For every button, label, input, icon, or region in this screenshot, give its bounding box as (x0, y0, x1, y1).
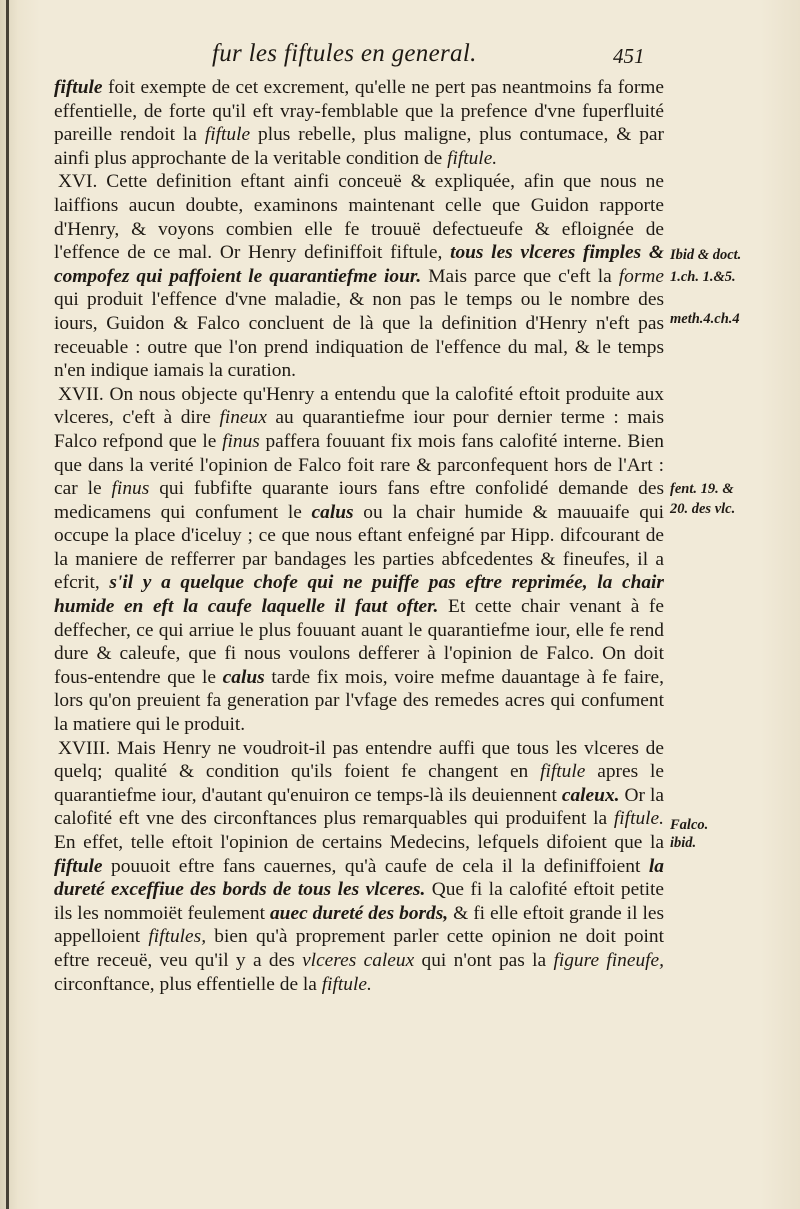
text-run: XVII. On nous objecte qu'Henry a entendu que la calofité eftoit produite aux vlceres, c'eft à dire (54, 383, 664, 429)
margin-note-chapter-ref: 1.ch. 1.&5. (670, 269, 736, 285)
text-run: qui fubfifte quarante iours fans eftre confolidé demande des medicamens qui confument le (54, 478, 665, 523)
margin-note-falco: Falco. (670, 817, 709, 833)
text-run: foit exempte de cet excrement, qu'elle ne pert pas neantmoins fa forme effentielle, de forte qu'il eft vray-femblable que la prefence d'vne fuperfluité pareille rendoit la (54, 77, 664, 146)
italic-text-run: fineux (219, 407, 267, 429)
paragraph (54, 76, 664, 170)
margin-note-meth-ref: meth.4.ch.4 (670, 311, 740, 327)
italic-text-run: tous les vlceres fimples & compofez qui paffoient le quarantiefme iour. (54, 242, 664, 287)
italic-text-run: fiftule (54, 855, 103, 877)
running-head (60, 40, 680, 68)
text-run: XVI. Cette definition eftant ainfi conceuë & expliquée, afin que nous ne laiffions aucun doubte, examinons maintenant celle que Guidon rapporte d'Henry, & voyons combien elle fe trouuë defectueufe & efloignée de l'effence de ce mal. Or Henry definiffoit fiftule, (54, 171, 664, 264)
italic-text-run: la dureté exceffiue des bords de tous les vlceres. (54, 855, 664, 901)
italic-text-run: s'il y a quelque chofe qui ne puiffe pas eftre reprimée, la chair humide en eft la caufe laquelle il faut ofter. (54, 572, 664, 618)
text-run: au quarantiefme iour pour dernier terme : mais Falco refpond que le (54, 407, 664, 452)
margin-note-vlc-ref: 20. des vlc. (670, 501, 736, 517)
text-run: Et cette chair venant à fe deffecher, ce qui arriue le plus fouuant auant le quarantiefme iour, elle fe rend dure & caleufe, que fi nous voulons defferer à l'opinion de Falco. On doit fous-entendre que le (54, 596, 664, 688)
binding-gutter-line (6, 0, 9, 1209)
italic-text-run: figure fineufe, (553, 949, 664, 971)
italic-text-run: fiftule. (447, 147, 498, 169)
text-run: paffera fouuant fix mois fans calofité interne. Bien que dans la verité l'opinion de Falco foit rare & parconfequent hors de l'Art : car le (54, 430, 665, 500)
text-run: plus rebelle, plus maligne, plus contumace, & par ainfi plus approchante de la veritable condition de (54, 124, 664, 169)
italic-text-run: auec dureté des bords, (269, 902, 449, 924)
text-run: Que fi la calofité eftoit petite ils les nommoiët feulement (54, 879, 665, 924)
paragraph (54, 383, 664, 737)
text-run: ou la chair humide & mauuaife qui occupe la place d'iceluy ; ce que nous eftant enfeigné par Hipp. difcourant de la maniere de refferrer par bandages les parties abfcedentes & fineufes, il a efcrit, (54, 501, 665, 594)
text-run: En effet, telle eftoit l'opinion de certains Medecins, lefquels difoient que la (54, 832, 664, 853)
margin-note-ibid-doct: Ibid & doct. (670, 247, 742, 263)
italic-text-run: caleux. (561, 784, 620, 806)
text-run: circonftance, plus effentielle de la (54, 973, 322, 995)
italic-text-run: finus (222, 430, 260, 452)
italic-text-run: forme (618, 265, 665, 287)
text-run: & fi elle eftoit grande il les appelloient (54, 902, 664, 948)
margin-note-sent-ref: fent. 19. & (670, 481, 734, 497)
italic-text-run: calus (311, 501, 354, 523)
running-title: fur les fiftules en general. (212, 40, 477, 67)
margin-note-ibid: ibid. (670, 835, 697, 851)
text-run: tarde fix mois, voire mefme dauantage à fe faire, lors qu'on preuient fa generation par l'vfage des remedes acres qui confument la matiere qui le produit. (54, 666, 664, 736)
paragraph (54, 737, 664, 997)
italic-text-run: finus (111, 478, 150, 500)
text-run: qui produit l'effence d'vne maladie, & non pas le temps ou le nombre des iours, Guidon & Falco concluent de là que la definition d'Henry n'eft pas receuable : outre que l'on prend indiquation de l'effence du mal, & le temps n'en indique iamais la curation. (54, 289, 664, 382)
text-run: Or la calofité eft vne des circonftances plus remarquables qui produifent la (54, 784, 664, 830)
text-run: Mais parce que c'eft la (421, 265, 619, 287)
text-run: pouuoit eftre fans cauernes, qu'à caufe de cela il la definiffoient (102, 855, 649, 877)
paragraph (54, 170, 664, 382)
italic-text-run: fiftule. (321, 973, 372, 995)
italic-text-run: fiftule (540, 761, 586, 783)
italic-text-run: fiftules, (148, 926, 207, 948)
italic-text-run: vlceres caleux (302, 949, 415, 971)
italic-text-run: calus (222, 666, 265, 688)
body-text (54, 76, 664, 996)
text-run: qui n'ont pas la (414, 949, 554, 971)
page-number: 451 (613, 44, 645, 68)
italic-text-run: fiftule (54, 77, 103, 98)
text-run: XVIII. Mais Henry ne voudroit-il pas entendre auffi que tous les vlceres de quelq; qualité & condition qu'ils foient fe changent en (54, 737, 664, 783)
italic-text-run: fiftule (204, 124, 251, 146)
text-run: apres le quarantiefme iour, d'autant qu'enuiron ce temps-là ils deuiennent (54, 761, 664, 806)
italic-text-run: fiftule. (613, 808, 664, 830)
text-run: bien qu'à proprement parler cette opinion ne doit point eftre receuë, veu qu'il y a des (54, 926, 664, 971)
